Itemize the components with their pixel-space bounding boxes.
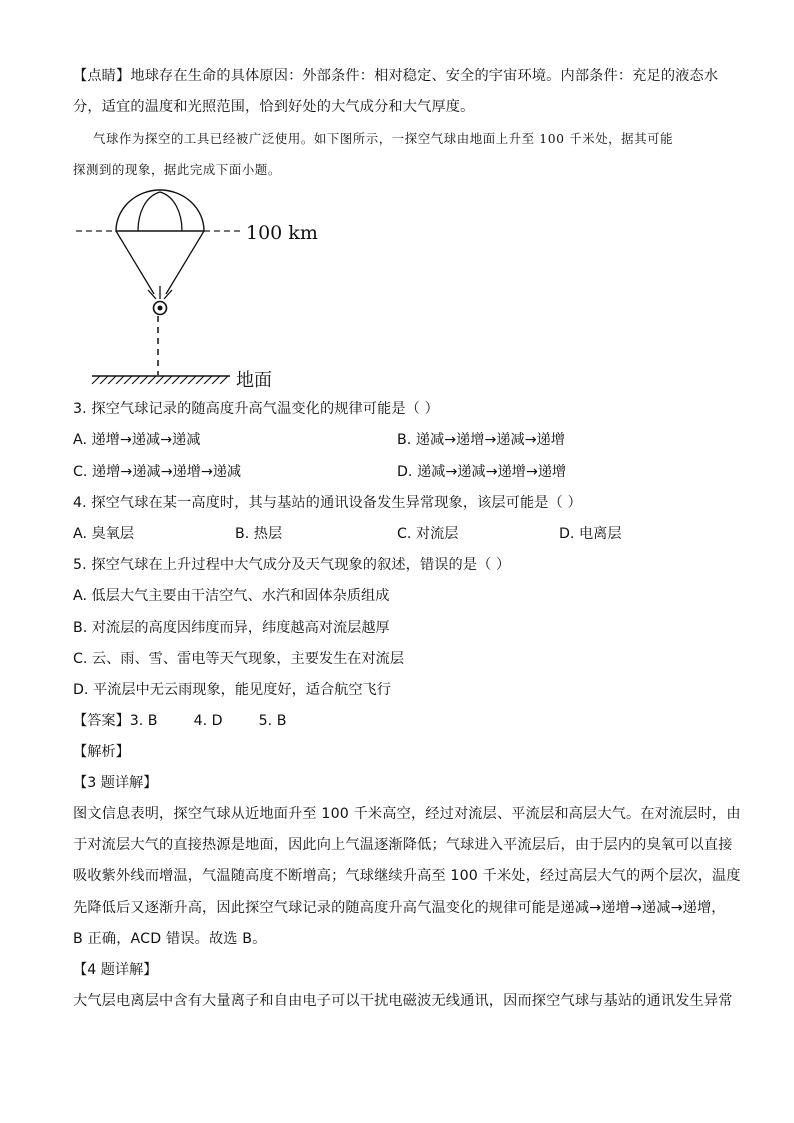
dianjing-line-1: 【点睛】地球存在生命的具体原因：外部条件：相对稳定、安全的宇宙环境。内部条件：充足的液态水 [73,68,719,84]
q3-option-c: C. 递增→递减→递增→递减 [73,464,242,480]
question-3-stem: 3. 探空气球记录的随高度升高气温变化的规律可能是（ ） [73,401,439,417]
detail-3-line-5: B 正确，ACD 错误。故选 B。 [73,931,267,947]
balloon-rope-right [166,231,204,294]
detail-3-line-1: 图文信息表明，探空气球从近地面升至 100 千米高空，经过对流层、平流层和高层大气。在对流层时，由 [73,806,741,822]
detail-3-heading: 【3 题详解】 [73,775,158,791]
balloon-hook [148,286,172,299]
q4-option-b: B. 热层 [235,526,283,542]
q5-option-a: A. 低层大气主要由干洁空气、水汽和固体杂质组成 [73,588,390,604]
q5-option-d: D. 平流层中无云雨现象，能见度好，适合航空飞行 [73,682,391,698]
detail-3-line-3: 吸收紫外线而增温，气温随高度不断增高；气球继续升高至 100 千米处，经过高层大气的两个层次，温度 [73,868,741,884]
dianjing-line-2: 分，适宜的温度和光照范围，恰到好处的大气成分和大气厚度。 [73,99,475,115]
ground-hatching [92,376,228,384]
q4-option-d: D. 电离层 [559,526,622,542]
question-4-stem: 4. 探空气球在某一高度时，其与基站的通讯设备发生异常现象，该层可能是（ ） [73,495,582,511]
balloon-figure [70,182,330,392]
q4-option-a: A. 臭氧层 [73,526,135,542]
ground-label: 地面 [236,370,272,391]
intro-line-1: 气球作为探空的工具已经被广泛使用。如下图所示，一探空气球由地面上升至 100 千米处，据其可能 [93,131,674,146]
intro-line-2: 探测到的现象，据此完成下面小题。 [73,162,281,177]
question-5-stem: 5. 探空气球在上升过程中大气成分及天气现象的叙述，错误的是（ ） [73,557,511,573]
answer-line: 【答案】3. B 4. D 5. B [73,713,287,729]
q5-option-c: C. 云、雨、雪、雷电等天气现象，主要发生在对流层 [73,651,405,667]
detail-3-line-4: 先降低后又逐渐升高，因此探空气球记录的随高度升高气温变化的规律可能是递减→递增→递减→递增， [73,900,726,916]
height-label: 100 km [246,222,318,244]
q3-option-a: A. 递增→递减→递减 [73,432,201,448]
q3-option-d: D. 递减→递减→递增→递增 [397,464,567,480]
balloon-rope-left [116,231,154,294]
q4-option-c: C. 对流层 [397,526,459,542]
detail-4-heading: 【4 题详解】 [73,962,158,978]
q3-option-b: B. 递减→递增→递减→递增 [397,432,565,448]
detail-4-line-1: 大气层电离层中含有大量离子和自由电子可以干扰电磁波无线通讯，因而探空气球与基站的通讯发生异常 [73,993,733,1009]
balloon-canopy [116,190,204,231]
analysis-heading: 【解析】 [73,744,130,760]
q5-option-b: B. 对流层的高度因纬度而异，纬度越高对流层越厚 [73,620,390,636]
detail-3-line-2: 于对流层大气的直接热源是地面，因此向上气温逐渐降低；气球进入平流层后，由于层内的臭氧可以直接 [73,837,733,853]
